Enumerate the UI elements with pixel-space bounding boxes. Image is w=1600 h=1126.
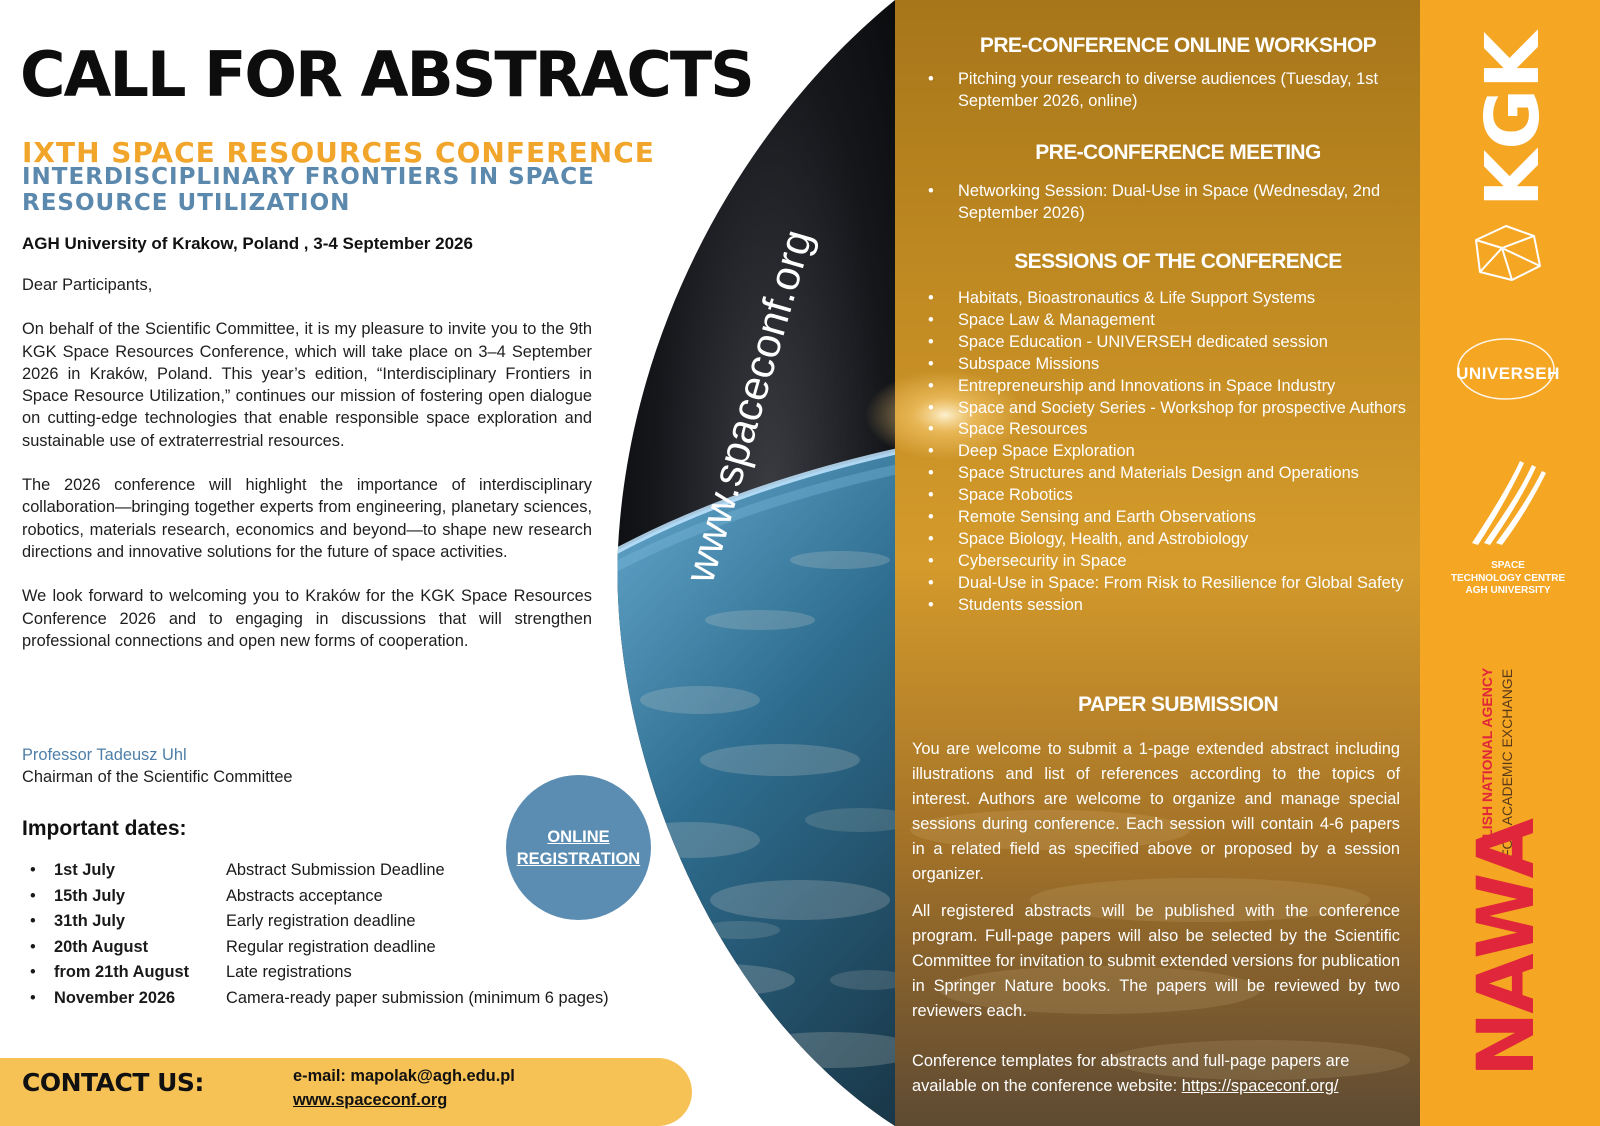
paper-submission-paragraph: All registered abstracts will be published with the conference program. Full-page papers will also be selected by the Scientific Committee for invitation to submit extended versions for publication in Springer Nature books. The papers will be reviewed by two reviewers each. <box>912 902 1400 1020</box>
session-item: • Space Resources <box>928 419 1408 441</box>
letter-paragraph: On behalf of the Scientific Committee, it is my pleasure to invite you to the 9th KGK Space Resources Conference, which will take place on 3–4 September 2026 in Kraków, Poland. This year’s edition, “Interdisciplinary Frontiers in Space Resource Utilization,” continues our mission of fostering open dialogue on cutting-edge technologies that enable responsible space exploration and sustainable use of extraterrestrial resources. <box>22 320 592 450</box>
date-label: 20th August <box>54 937 149 956</box>
session-item: • Space Biology, Health, and Astrobiology <box>928 529 1408 551</box>
session-item: • Subspace Missions <box>928 354 1408 376</box>
meeting-heading: PRE-CONFERENCE MEETING <box>1035 141 1321 164</box>
stc-line: AGH UNIVERSITY <box>1465 585 1551 596</box>
date-description: Late registrations <box>226 963 352 981</box>
registration-label: ONLINE <box>547 827 610 846</box>
date-label: 31th July <box>54 912 126 930</box>
session-item: • Entrepreneurship and Innovations in Space Industry <box>928 376 1408 398</box>
online-registration-button[interactable] <box>506 775 651 920</box>
session-item: • Space Law & Management <box>928 310 1408 332</box>
contact-website-link[interactable]: www.spaceconf.org <box>293 1091 448 1109</box>
kgk-logo-text: KGK <box>1470 31 1556 207</box>
website-banner[interactable] <box>600 180 822 600</box>
templates-paragraph <box>912 1049 1400 1099</box>
letter-paragraph: The 2026 conference will highlight the importance of interdisciplinary collaboration—bringing together experts from engineering, planetary sciences, robotics, materials research, economics and beyond—to shape new research directions and innovative solutions for the future of space activities. <box>22 476 592 561</box>
workshop-list <box>928 68 1408 112</box>
session-item: • Dual-Use in Space: From Risk to Resilience for Global Safety <box>928 573 1408 595</box>
nawa-tagline-line: FOR ACADEMIC EXCHANGE <box>1499 668 1515 858</box>
conference-website-link[interactable]: https://spaceconf.org/ <box>1181 1077 1339 1095</box>
sessions-heading: SESSIONS OF THE CONFERENCE <box>1014 250 1342 273</box>
date-label: from 21th August <box>54 963 190 981</box>
nawa-tagline-text: POLISH NATIONAL AGENCY <box>1479 667 1495 858</box>
paper-submission-paragraph: You are welcome to submit a 1-page extended abstract including illustrations and list of references according to the topics of interest. Authors are welcome to organize and manage special sessions during conference. Each session will contain 4-6 papers in a related field as specified above or proposed by a session organizer. <box>912 740 1400 883</box>
session-item: • Cybersecurity in Space <box>928 551 1408 573</box>
space-technology-centre-logo <box>1438 560 1578 598</box>
conference-location: AGH University of Krakow, Poland , 3-4 September 2026 <box>22 234 473 253</box>
main-title: CALL FOR ABSTRACTS <box>20 38 753 111</box>
invitation-letter <box>22 274 592 674</box>
conference-title: IXTH SPACE RESOURCES CONFERENCE <box>22 136 655 169</box>
registration-label: REGISTRATION <box>516 849 641 868</box>
letter-paragraph: We look forward to welcoming you to Kraków for the KGK Space Resources Conference 2026 and to engaging in discussions that will strengthen professional connections and open new forms of cooperation. <box>22 587 592 650</box>
workshop-heading: PRE-CONFERENCE ONLINE WORKSHOP <box>979 34 1377 57</box>
date-description: Camera-ready paper submission (minimum 6 pages) <box>226 988 609 1007</box>
templates-text: Conference templates for abstracts and full-page papers are available on the conference website: <box>912 1052 1350 1095</box>
space-technology-centre-icon <box>1466 455 1546 547</box>
date-label: 1st July <box>54 861 116 879</box>
date-item <box>30 938 670 964</box>
session-item: • Habitats, Bioastronautics & Life Support Systems <box>928 288 1408 310</box>
session-item: • Space Education - UNIVERSEH dedicated session <box>928 332 1408 354</box>
date-item <box>30 963 670 989</box>
date-description: Early registration deadline <box>226 912 416 930</box>
kgk-logo <box>1470 31 1556 210</box>
session-item: • Students session <box>928 595 1408 617</box>
date-description: Regular registration deadline <box>226 937 436 956</box>
stc-line: SPACE <box>1491 560 1525 571</box>
session-item: • Space Robotics <box>928 485 1408 507</box>
universeh-logo: UNIVERSEH <box>1456 364 1560 383</box>
kgk-polyhedron-icon <box>1466 222 1546 284</box>
date-label: November 2026 <box>54 988 176 1007</box>
nawa-logo <box>1455 819 1552 1085</box>
date-description: Abstracts acceptance <box>226 886 383 905</box>
signer-role: Chairman of the Scientific Committee <box>22 768 293 786</box>
paper-submission-heading: PAPER SUBMISSION <box>1077 693 1279 716</box>
date-label: 15th July <box>54 886 126 905</box>
contact-email-link[interactable]: e-mail: mapolak@agh.edu.pl <box>293 1067 515 1085</box>
meeting-item: • Networking Session: Dual-Use in Space (Wednesday, 2nd September 2026) <box>928 180 1408 224</box>
important-dates-heading: Important dates: <box>22 817 187 840</box>
date-item <box>30 989 670 1015</box>
session-item: • Deep Space Exploration <box>928 441 1408 463</box>
letter-greeting: Dear Participants, <box>22 276 153 294</box>
conference-subtitle: INTERDISCIPLINARY FRONTIERS IN SPACE RESOURCE UTILIZATION <box>22 164 595 216</box>
sessions-list <box>928 288 1408 617</box>
session-item: • Space and Society Series - Workshop for prospective Authors <box>928 398 1408 420</box>
contact-heading: CONTACT US: <box>22 1068 204 1097</box>
nawa-logo-text: NAWA <box>1462 819 1552 1077</box>
website-banner-text[interactable]: www.spaceconf.org <box>675 224 822 588</box>
date-description: Abstract Submission Deadline <box>226 861 445 879</box>
workshop-item: • Pitching your research to diverse audiences (Tuesday, 1st September 2026, online) <box>928 68 1408 112</box>
stc-line: TECHNOLOGY CENTRE <box>1450 572 1566 584</box>
session-item: • Remote Sensing and Earth Observations <box>928 507 1408 529</box>
meeting-list <box>928 180 1408 224</box>
session-item: • Space Structures and Materials Design and Operations <box>928 463 1408 485</box>
signer-name: Professor Tadeusz Uhl <box>22 746 187 764</box>
